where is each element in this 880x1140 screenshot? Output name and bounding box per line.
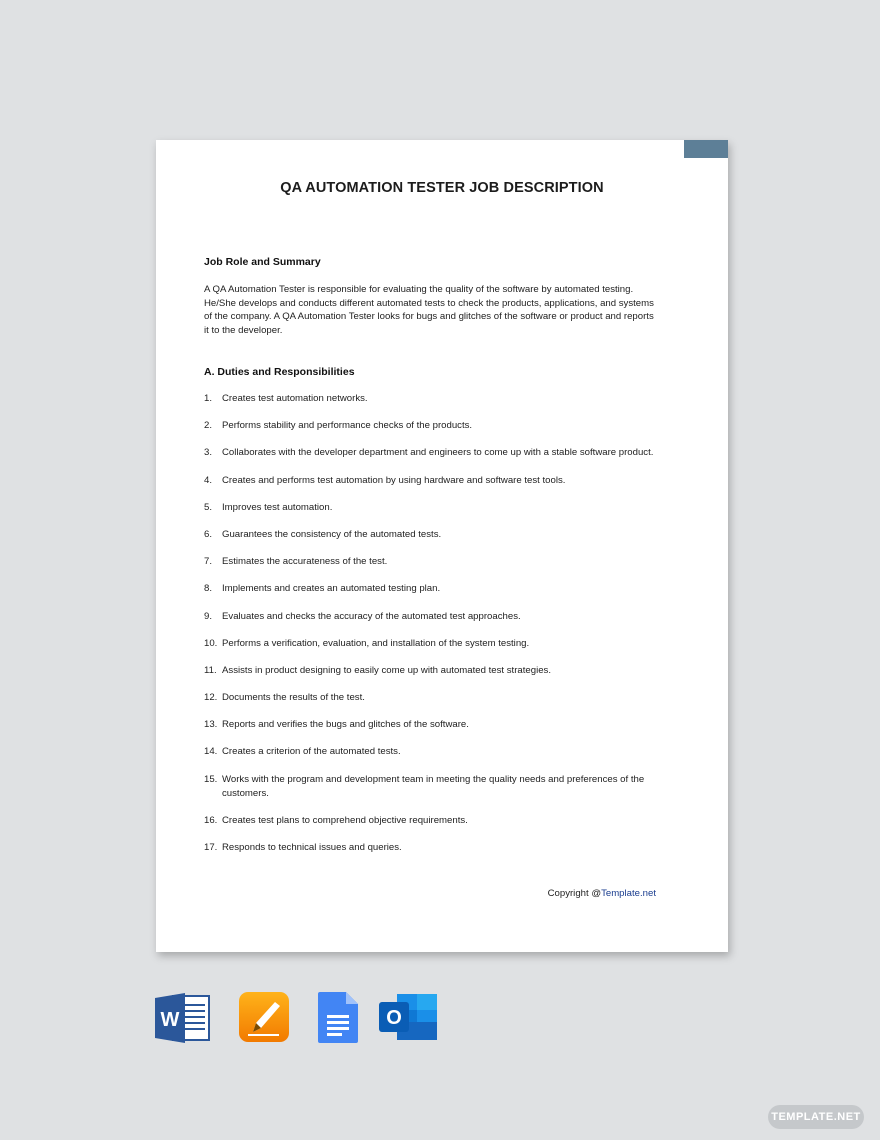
corner-tab-decoration xyxy=(684,140,728,158)
duty-item xyxy=(204,610,660,624)
duty-number: 14. xyxy=(204,746,218,758)
copyright xyxy=(548,888,656,899)
duty-number: 9. xyxy=(204,610,213,622)
duty-number: 4. xyxy=(204,474,213,486)
template-net-badge[interactable]: TEMPLATE.NET xyxy=(768,1105,864,1129)
document-title: QA AUTOMATION TESTER JOB DESCRIPTION xyxy=(280,180,604,196)
duties-heading: A. Duties and Responsibilities xyxy=(204,366,355,378)
summary-heading: Job Role and Summary xyxy=(204,256,321,268)
duty-number: 3. xyxy=(204,447,213,459)
duty-item xyxy=(204,392,660,406)
duty-number: 6. xyxy=(204,528,213,540)
duty-text: Creates test plans to comprehend objective requirements. xyxy=(222,814,468,826)
word-icon[interactable] xyxy=(155,992,211,1049)
duty-text: Assists in product designing to easily come up with automated test strategies. xyxy=(222,664,552,676)
duty-item xyxy=(204,528,660,542)
duty-text: Documents the results of the test. xyxy=(222,692,365,704)
pages-icon[interactable] xyxy=(239,992,291,1049)
outlook-letter: O xyxy=(386,1007,402,1029)
template-net-link[interactable]: Template.net xyxy=(601,888,656,899)
copyright-prefix: Copyright @ xyxy=(547,888,602,899)
duty-text: Estimates the accurateness of the test. xyxy=(222,556,388,568)
duty-number: 5. xyxy=(204,501,213,513)
duty-number: 12. xyxy=(204,692,218,704)
duty-text: Evaluates and checks the accuracy of the automated test approaches. xyxy=(222,610,521,622)
duty-item xyxy=(204,637,660,651)
duty-item xyxy=(204,555,660,569)
duty-text: Guarantees the consistency of the automated tests. xyxy=(222,528,442,540)
duty-item xyxy=(204,501,660,515)
duty-item xyxy=(204,446,660,460)
duty-text: Performs stability and performance checks of the products. xyxy=(222,420,473,432)
duty-text: Creates test automation networks. xyxy=(222,393,368,404)
duty-number: 17. xyxy=(204,842,218,853)
duty-text: Creates and performs test automation by using hardware and software test tools. xyxy=(222,474,566,486)
duty-text: Performs a verification, evaluation, and installation of the system testing. xyxy=(222,637,530,649)
duty-number: 7. xyxy=(204,556,213,568)
duty-text: Implements and creates an automated testing plan. xyxy=(222,583,441,595)
duty-item xyxy=(204,474,660,488)
document-page xyxy=(156,140,728,952)
duty-number: 15. xyxy=(204,773,218,785)
duties-list xyxy=(204,392,660,868)
google-docs-icon[interactable] xyxy=(317,992,361,1049)
duty-item xyxy=(204,718,660,732)
duty-text: Creates a criterion of the automated tests. xyxy=(222,746,401,758)
duty-number: 1. xyxy=(204,393,213,404)
duty-text: Improves test automation. xyxy=(222,501,333,513)
duty-number: 8. xyxy=(204,583,213,595)
duty-number: 16. xyxy=(204,814,218,826)
duty-number: 11. xyxy=(204,664,217,676)
duty-item xyxy=(204,773,660,801)
duty-item xyxy=(204,841,660,855)
duty-text: Works with the program and development team in meeting the quality needs and preferences of the customers. xyxy=(222,773,645,799)
duty-number: 13. xyxy=(204,719,218,731)
summary-paragraph: A QA Automation Tester is responsible for evaluating the quality of the software by automated testing. He/She develops and conducts different automated tests to check the products, applications, and systems of the company. A QA Automation Tester looks for bugs and glitches of the software or product and reports it to the developer. xyxy=(204,284,654,336)
duty-item xyxy=(204,814,660,828)
duty-item xyxy=(204,745,660,759)
word-letter: W xyxy=(160,1009,180,1031)
duty-item xyxy=(204,664,660,678)
duty-number: 2. xyxy=(204,420,213,432)
duty-text: Reports and verifies the bugs and glitches of the software. xyxy=(222,719,469,731)
duty-item xyxy=(204,582,660,596)
duty-item xyxy=(204,419,660,433)
duty-text: Collaborates with the developer department and engineers to come up with a stable software product. xyxy=(222,447,654,459)
duty-item xyxy=(204,691,660,705)
duty-text: Responds to technical issues and queries. xyxy=(222,842,402,853)
duty-number: 10. xyxy=(204,637,218,649)
outlook-icon[interactable] xyxy=(379,992,439,1049)
